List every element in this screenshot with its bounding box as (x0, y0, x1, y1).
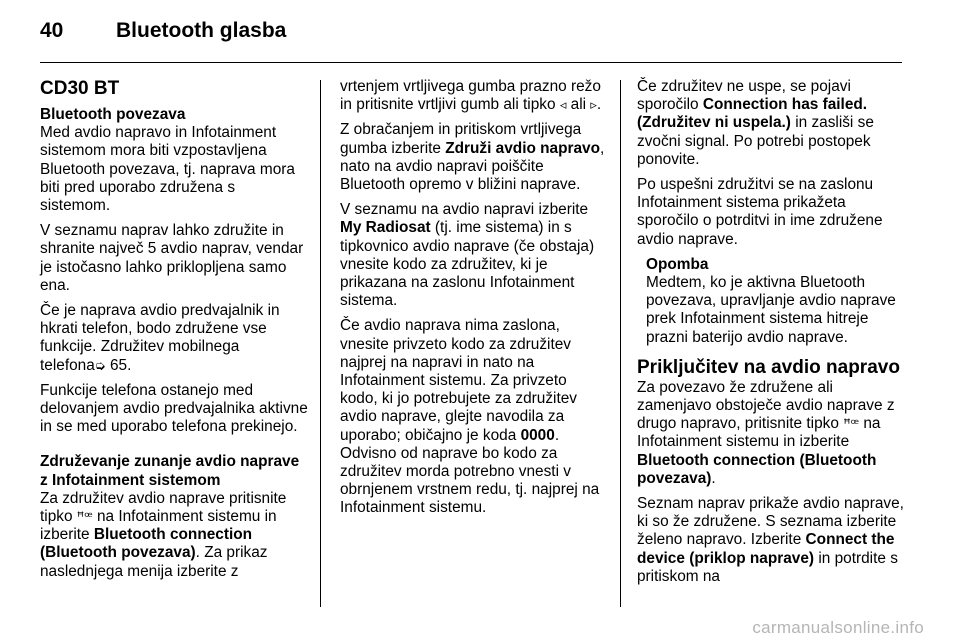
paragraph-text: Če je naprava avdio predvajalnik in hkrati telefon, bodo združene vse funkcije. Združitev mobilnega telefona (40, 302, 280, 374)
paragraph-text: in zasliši se zvočni signal. Po potrebi postopek ponovite. (637, 114, 874, 168)
page-title: Bluetooth glasba (116, 19, 287, 42)
default-code-label: 0000 (520, 426, 555, 444)
paragraph: Med avdio napravo in Infotainment sistemom mora biti vzpostavljena Bluetooth povezava, tj. naprava mora biti pred uporabo združena s sistemom. (40, 124, 295, 215)
paragraph-text: . Za prikaz naslednjega menija izberite z (40, 544, 268, 580)
paragraph-text: Za združitev avdio naprave pritisnite tipko (40, 489, 287, 526)
menu-option-label: Bluetooth connection (Bluetooth povezava) (40, 526, 253, 562)
paragraph-text: na Infotainment sistemu in izberite (40, 508, 277, 544)
message-label: Connection has failed. (Združitev ni uspela.) (637, 96, 868, 132)
section-heading: Priključitev na avdio napravo (637, 356, 900, 378)
paragraph (340, 317, 608, 517)
note-box (646, 256, 905, 347)
cross-reference-arrow-icon[interactable]: ➭ (94, 357, 106, 373)
column-1 (40, 78, 308, 588)
page-number: 40 (40, 19, 64, 42)
paragraph-text: na Infotainment sistemu in izberite (637, 415, 881, 451)
paragraph: Po uspešni združitvi se na zaslonu Infotainment sistema prikažeta sporočilo o potrditvi in ime združene avdio naprave. (637, 176, 883, 248)
cross-reference-page[interactable]: 65. (105, 356, 132, 374)
column-3 (637, 78, 905, 593)
paragraph: V seznamu naprav lahko združite in shranite največ 5 avdio naprav, vendar je istočasno lahko priklopljena samo ena. (40, 222, 304, 294)
menu-option-label: Bluetooth connection (Bluetooth povezava) (637, 451, 877, 487)
paragraph-text: . (711, 469, 716, 487)
column-2 (340, 78, 608, 525)
note-text: Medtem, ko je aktivna Bluetooth povezava, upravljanje avdio naprave prek Infotainment sistema hitreje prazni baterijo avdio naprave. (646, 274, 896, 346)
paragraph (637, 379, 905, 488)
paragraph (340, 121, 608, 194)
paragraph-text: Če združitev ne uspe, se pojavi sporočilo (637, 78, 851, 114)
paragraph (40, 302, 308, 375)
paragraph-text: in potrdite s pritiskom na (637, 549, 898, 585)
paragraph (637, 495, 905, 586)
section-title: CD30 BT (40, 78, 120, 99)
paragraph-text: (tj. ime sistema) in s tipkovnico avdio naprave (če obstaja) vnesite kodo za združitev, ki je prikazana na zaslonu Infotainment sistema. (340, 219, 595, 310)
paragraph (637, 78, 905, 169)
column-divider (620, 80, 621, 607)
paragraph-text: . Odvisno od naprave bo kodo za združitev morda potrebno vnesti v obrnjenem vrstnem redu, tj. najprej na Infotainment sistemu. (340, 426, 600, 517)
menu-option-label: Connect the device (priklop naprave) (637, 531, 895, 567)
watermark: carmanualsonline.info (752, 618, 924, 637)
subheading: Bluetooth povezava (40, 106, 186, 123)
paragraph (340, 78, 608, 114)
paragraph-text: V seznamu na avdio napravi izberite (340, 201, 589, 219)
page-header (40, 19, 286, 43)
paragraph-text: vrtenjem vrtljivega gumba prazno režo in pritisnite vrtljivi gumb ali tipko (340, 78, 601, 114)
paragraph-text: , nato na avdio napravi poiščite Bluetooth opremo v bližini naprave. (340, 139, 605, 194)
left-arrow-key-icon: ◃ (559, 97, 567, 113)
config-key-icon: ꟸꟹ (843, 416, 860, 432)
right-arrow-key-icon: ▹ (590, 97, 597, 113)
system-name-label: My Radiosat (340, 219, 431, 237)
subheading: Združevanje zunanje avdio naprave z Infotainment sistemom (40, 453, 300, 489)
note-title: Opomba (646, 255, 709, 273)
paragraph: Funkcije telefona ostanejo med delovanjem avdio predvajalnika aktivne in se med uporabo telefona prekinejo. (40, 381, 308, 436)
paragraph-text: . (596, 96, 602, 114)
paragraph-text: Za povezavo že združene ali zamenjavo obstoječe avdio naprave z drugo napravo, pritisnite tipko (637, 378, 895, 433)
config-key-icon: ꟸꟹ (76, 509, 93, 525)
paragraph (40, 490, 308, 581)
paragraph-text: Seznam naprav prikaže avdio naprave, ki so že združene. S seznama izberite želeno napravo. Izberite (637, 495, 904, 549)
paragraph-text: ali (566, 96, 591, 114)
header-rule (40, 62, 902, 63)
paragraph-text: Z obračanjem in pritiskom vrtljivega gumba izberite (340, 121, 582, 157)
column-divider (320, 80, 321, 607)
menu-option-label: Združi avdio napravo (445, 139, 601, 157)
paragraph (340, 201, 608, 310)
paragraph-text: Če avdio naprava nima zaslona, vnesite privzeto kodo za združitev najprej na napravi in nato na Infotainment sistemu. Za privzeto kodo, ki jo potrebujete za združitev avdio naprave, glejte navodila za uporabo; običajno je koda (340, 317, 577, 444)
